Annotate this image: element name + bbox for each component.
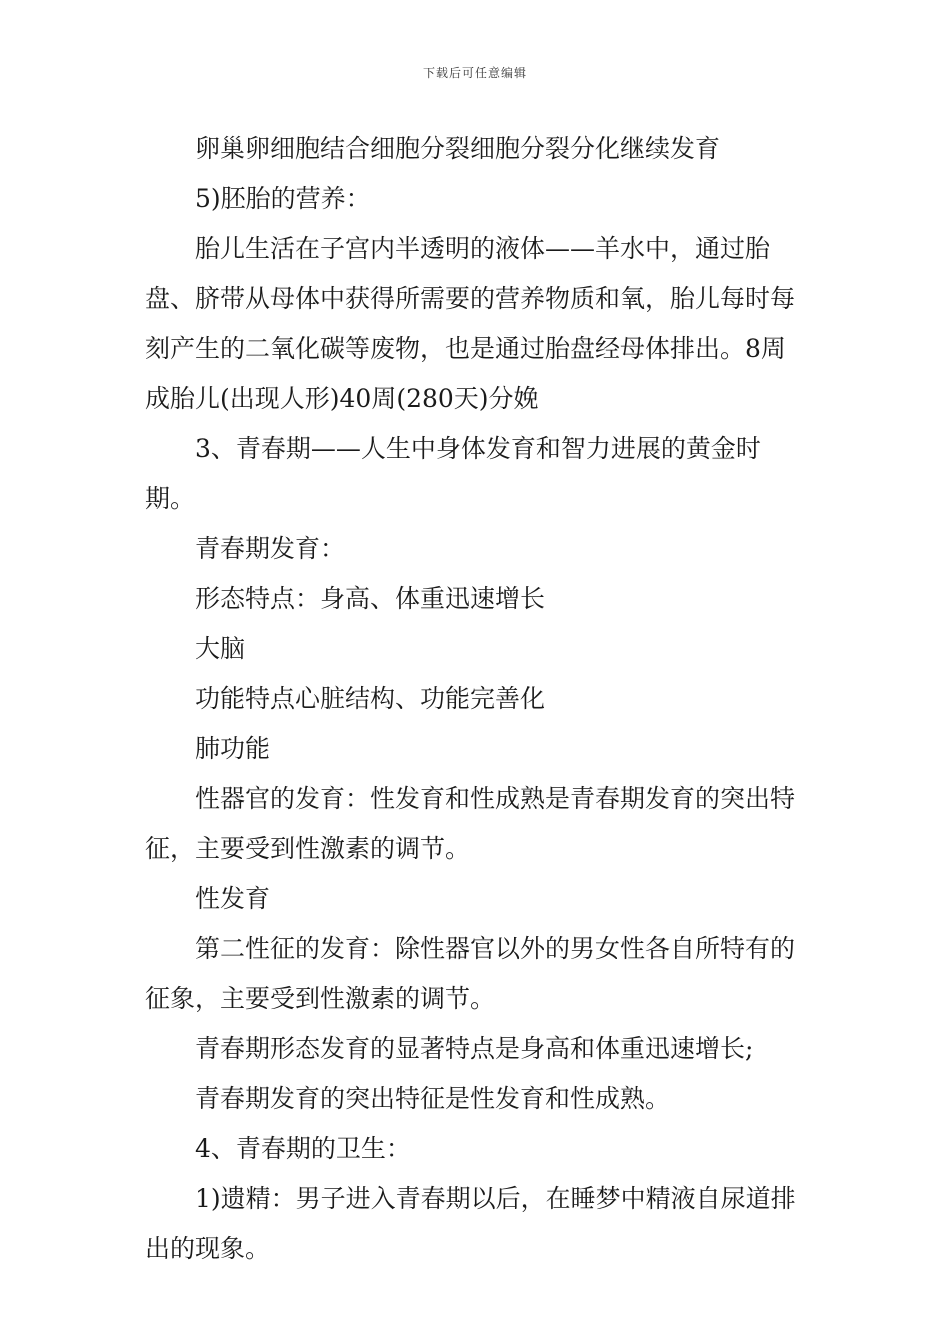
paragraph-hygiene-heading: 4、青春期的卫生： bbox=[195, 1134, 411, 1163]
paragraph-brain: 大脑 bbox=[195, 634, 246, 663]
paragraph-function-heart: 功能特点心脏结构、功能完善化 bbox=[195, 684, 546, 713]
paragraph-puberty-development: 青春期发育： bbox=[195, 534, 346, 563]
paragraph-secondary-sex: 第二性征的发育：除性器官以外的男女性各自所特有的征象，主要受到性激素的调节。 bbox=[145, 934, 796, 1013]
paragraph-spermatorrhea: 1)遗精：男子进入青春期以后，在睡梦中精液自尿道排出的现象。 bbox=[145, 1184, 796, 1263]
paragraph-sexual-development: 性发育 bbox=[195, 884, 271, 913]
paragraph-ovum-development: 卵巢卵细胞结合细胞分裂细胞分裂分化继续发育 bbox=[195, 134, 721, 163]
paragraph-puberty-heading: 3、青春期——人生中身体发育和智力进展的黄金时期。 bbox=[145, 434, 761, 513]
paragraph-embryo-nutrition-heading: 5)胚胎的营养： bbox=[195, 184, 371, 213]
paragraph-fetus-nutrition: 胎儿生活在子宫内半透明的液体——羊水中，通过胎盘、脐带从母体中获得所需要的营养物质和氧，胎儿每时每刻产生的二氧化碳等废物，也是通过胎盘经母体排出。8周成胎儿(出现人形)40周(280天)分娩 bbox=[145, 234, 796, 413]
paragraph-sex-organ: 性器官的发育：性发育和性成熟是青春期发育的突出特征，主要受到性激素的调节。 bbox=[145, 784, 796, 863]
page-header: 下载后可任意编辑 bbox=[422, 66, 527, 80]
paragraph-morphology: 形态特点：身高、体重迅速增长 bbox=[195, 584, 546, 613]
paragraph-growth-feature: 青春期形态发育的显著特点是身高和体重迅速增长; bbox=[195, 1034, 754, 1063]
paragraph-prominent-feature: 青春期发育的突出特征是性发育和性成熟。 bbox=[195, 1084, 671, 1113]
paragraph-lung: 肺功能 bbox=[195, 734, 271, 763]
document-body bbox=[145, 124, 810, 1274]
